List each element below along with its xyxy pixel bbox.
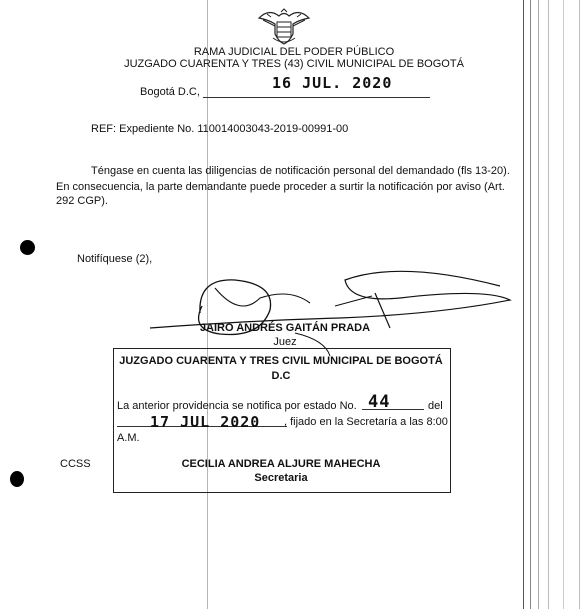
notice-prefix: La anterior providencia se notifica por estado No.: [117, 400, 357, 412]
ccss-label: CCSS: [60, 458, 91, 470]
date-handwritten: 16 JUL. 2020: [272, 74, 393, 92]
notice-suffix: del: [428, 400, 443, 412]
posted-text: , fijado en la Secretaría a las 8:00: [284, 416, 448, 428]
header-branch: RAMA JUDICIAL DEL PODER PÚBLICO: [193, 46, 395, 58]
fold-line-right-3: [538, 0, 539, 609]
fold-line-right-2: [530, 0, 531, 609]
fold-line-right-6: [579, 0, 580, 609]
secretary-name: CECILIA ANDREA ALJURE MAHECHA: [181, 458, 381, 470]
notify-text: Notifíquese (2),: [77, 253, 153, 265]
stamp-date-handwritten: 17 JUL 2020: [150, 413, 261, 431]
body-line-1: Téngase en cuenta las diligencias de notificación personal del demandado (fls 13-20).: [91, 165, 510, 177]
stamp-court-line-2: D.C: [271, 370, 291, 382]
place-label: Bogotá D.C,: [140, 86, 200, 98]
fold-line-right-1: [523, 0, 524, 609]
reference-line: REF: Expediente No. 110014003043-2019-00991-00: [91, 123, 349, 135]
estado-number: 44: [368, 392, 391, 412]
fold-line-right-4: [548, 0, 549, 609]
coat-of-arms-icon: [255, 8, 313, 46]
secretary-title: Secretaria: [254, 472, 308, 484]
body-line-2: En consecuencia, la parte demandante puede proceder a surtir la notificación por aviso (Art.: [56, 181, 505, 193]
header-court: JUZGADO CUARENTA Y TRES (43) CIVIL MUNICIPAL DE BOGOTÁ: [124, 58, 464, 70]
date-line: [203, 97, 430, 98]
judge-name: JAIRO ANDRÉS GAITÁN PRADA: [199, 322, 371, 334]
body-line-3: 292 CGP).: [56, 195, 108, 207]
stamp-court-line-1: JUZGADO CUARENTA Y TRES CIVIL MUNICIPAL DE BOGOTÁ: [119, 355, 443, 367]
ink-blot-top: [20, 240, 35, 255]
ink-blot-bottom: [10, 471, 24, 487]
am-text: A.M.: [117, 432, 140, 444]
judge-title: Juez: [273, 336, 297, 348]
fold-line-right-5: [563, 0, 564, 609]
